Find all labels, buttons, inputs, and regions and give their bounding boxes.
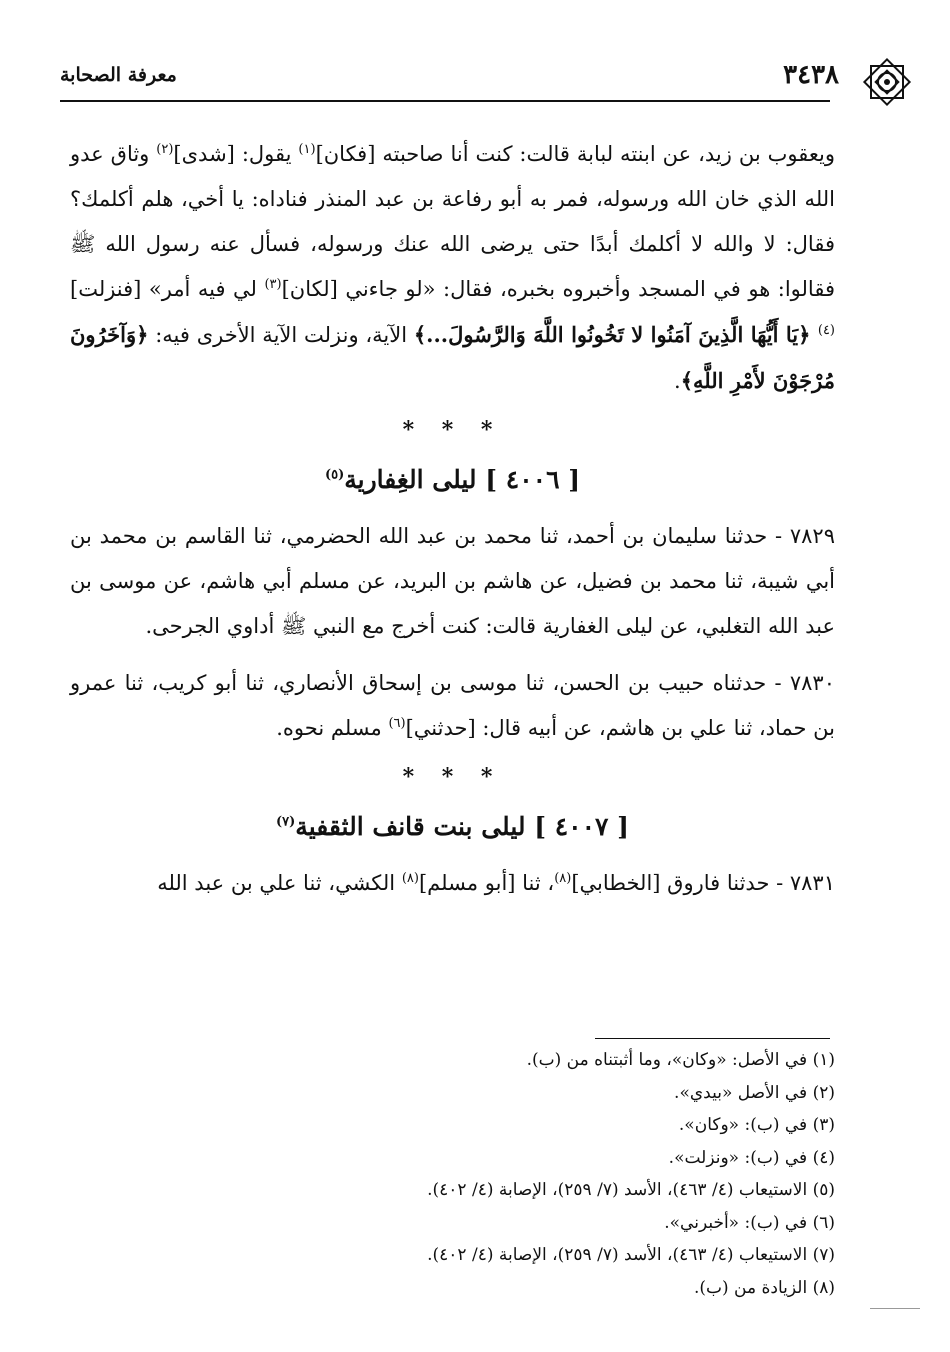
scan-mark xyxy=(870,1308,920,1309)
section-heading: [ ٤٠٠٧ ] ليلى بنت قانف الثقفية$^{(٧)}$ xyxy=(276,812,629,841)
footnote-item: (٧) الاستيعاب (٤/ ٤٦٣)، الأسد (٧/ ٢٥٩)، الإصابة (٤/ ٤٠٢). xyxy=(427,1245,835,1265)
book-title: معرفة الصحابة xyxy=(60,64,177,86)
footnote-item: (٤) في (ب): «ونزلت». xyxy=(668,1147,835,1168)
footnote-ref: (٦) xyxy=(388,716,406,731)
footnote-item: (١) في الأصل: «وكان»، وما أثبتناه من (ب). xyxy=(526,1050,835,1070)
footnote-item: (٨) الزيادة من (ب). xyxy=(693,1277,835,1298)
hadith-paragraph: ٧٨٢٩ - حدثنا سليمان بن أحمد، ثنا محمد بن عبد الله الحضرمي، ثنا القاسم بن محمد بن أبي شيبة، ثنا محمد بن فضيل، عن هاشم بن البريد، عن مسلم أبي هاشم، عن موسى بن عبد الله التغلبي، عن ليلى الغفارية قالت: كنت أخرج مع النبي ﷺ أداوي الجرحى. xyxy=(70,524,835,638)
footnote-item: (٥) الاستيعاب (٤/ ٤٦٣)، الأسد (٧/ ٢٥٩)، الإصابة (٤/ ٤٠٢). xyxy=(427,1180,835,1200)
footnote-ref: (٢) xyxy=(156,142,174,157)
footnote-ref: (٣) xyxy=(264,277,282,292)
page-header xyxy=(60,58,855,98)
footnote-item: (٣) في (ب): «وكان». xyxy=(678,1115,835,1135)
footnote-ref: (١) xyxy=(298,142,316,157)
footnotes xyxy=(70,1044,835,1304)
footnote-item: (٢) في الأصل «بيدي». xyxy=(674,1082,835,1103)
footnote-item: (٦) في (ب): «أخبرني». xyxy=(664,1212,835,1233)
footnote-ref: (٨) xyxy=(554,871,572,886)
quran-verse: ﴿وَآخَرُونَ مُرْجَوْنَ لأَمْرِ اللَّهِ﴾ xyxy=(70,322,835,393)
quran-verse: ﴿يَا أَيُّهَا الَّذِينَ آمَنُوا لا تَخُونُوا اللَّهَ وَالرَّسُولَ...﴾ xyxy=(413,322,818,347)
star-ornament-icon xyxy=(859,54,915,110)
hadith-paragraph: ٧٨٣١ - حدثنا فاروق [الخطابي]$^{(٨)}$، ثنا [أبو مسلم]$^{(٨)}$ الكشي، ثنا علي بن عبد الله xyxy=(157,871,835,895)
section-separator: * * * xyxy=(402,417,503,443)
intro-paragraph: ويعقوب بن زيد، عن ابنته لبابة قالت: كنت أنا صاحبته [فكان]$^{(١)}$ يقول: [شدى]$^{(٢)}$ وثاق عدو الله الذي خان الله ورسوله، فمر به أبو رفاعة بن عبد المنذر فناداه: يا أخي، هلم أكلمك؟ فقال: لا والله لا أكلمك أبدًا حتى يرضى الله عنك ورسوله، فسأل عنه رسول الله ﷺ فقالوا: هو في المسجد وأخبروه بخبره، فقال: «لو جاءني [لكان]$^{(٣)}$ لي فيه أمر» [فنزلت]$^{(٤)}$ ﴿يَا أَيُّهَا الَّذِينَ آمَنُوا لا تَخُونُوا اللَّهَ وَالرَّسُولَ...﴾ الآية، ونزلت الآية الأخرى فيه: ﴿وَآخَرُونَ مُرْجَوْنَ لأَمْرِ اللَّهِ﴾. xyxy=(70,142,835,393)
section-separator: * * * xyxy=(402,764,503,790)
footnote-ref: (٥) xyxy=(324,467,345,483)
footnote-ref: (٤) xyxy=(817,323,835,338)
header-divider xyxy=(60,100,830,102)
main-text xyxy=(70,132,835,906)
footnote-divider xyxy=(595,1038,830,1039)
footnote-ref: (٧) xyxy=(276,814,296,830)
footnote-ref: (٨) xyxy=(401,871,419,886)
page-number: ٣٤٣٨ xyxy=(783,60,839,90)
section-heading: [ ٤٠٠٦ ] ليلى الغِفارية$^{(٥)}$ xyxy=(324,465,581,494)
hadith-paragraph: ٧٨٣٠ - حدثناه حبيب بن الحسن، ثنا موسى بن إسحاق الأنصاري، ثنا أبو كريب، ثنا عمرو بن حماد، ثنا علي بن هاشم، عن أبيه قال: [حدثني]$^{(٦)}$ مسلم نحوه. xyxy=(70,671,835,740)
